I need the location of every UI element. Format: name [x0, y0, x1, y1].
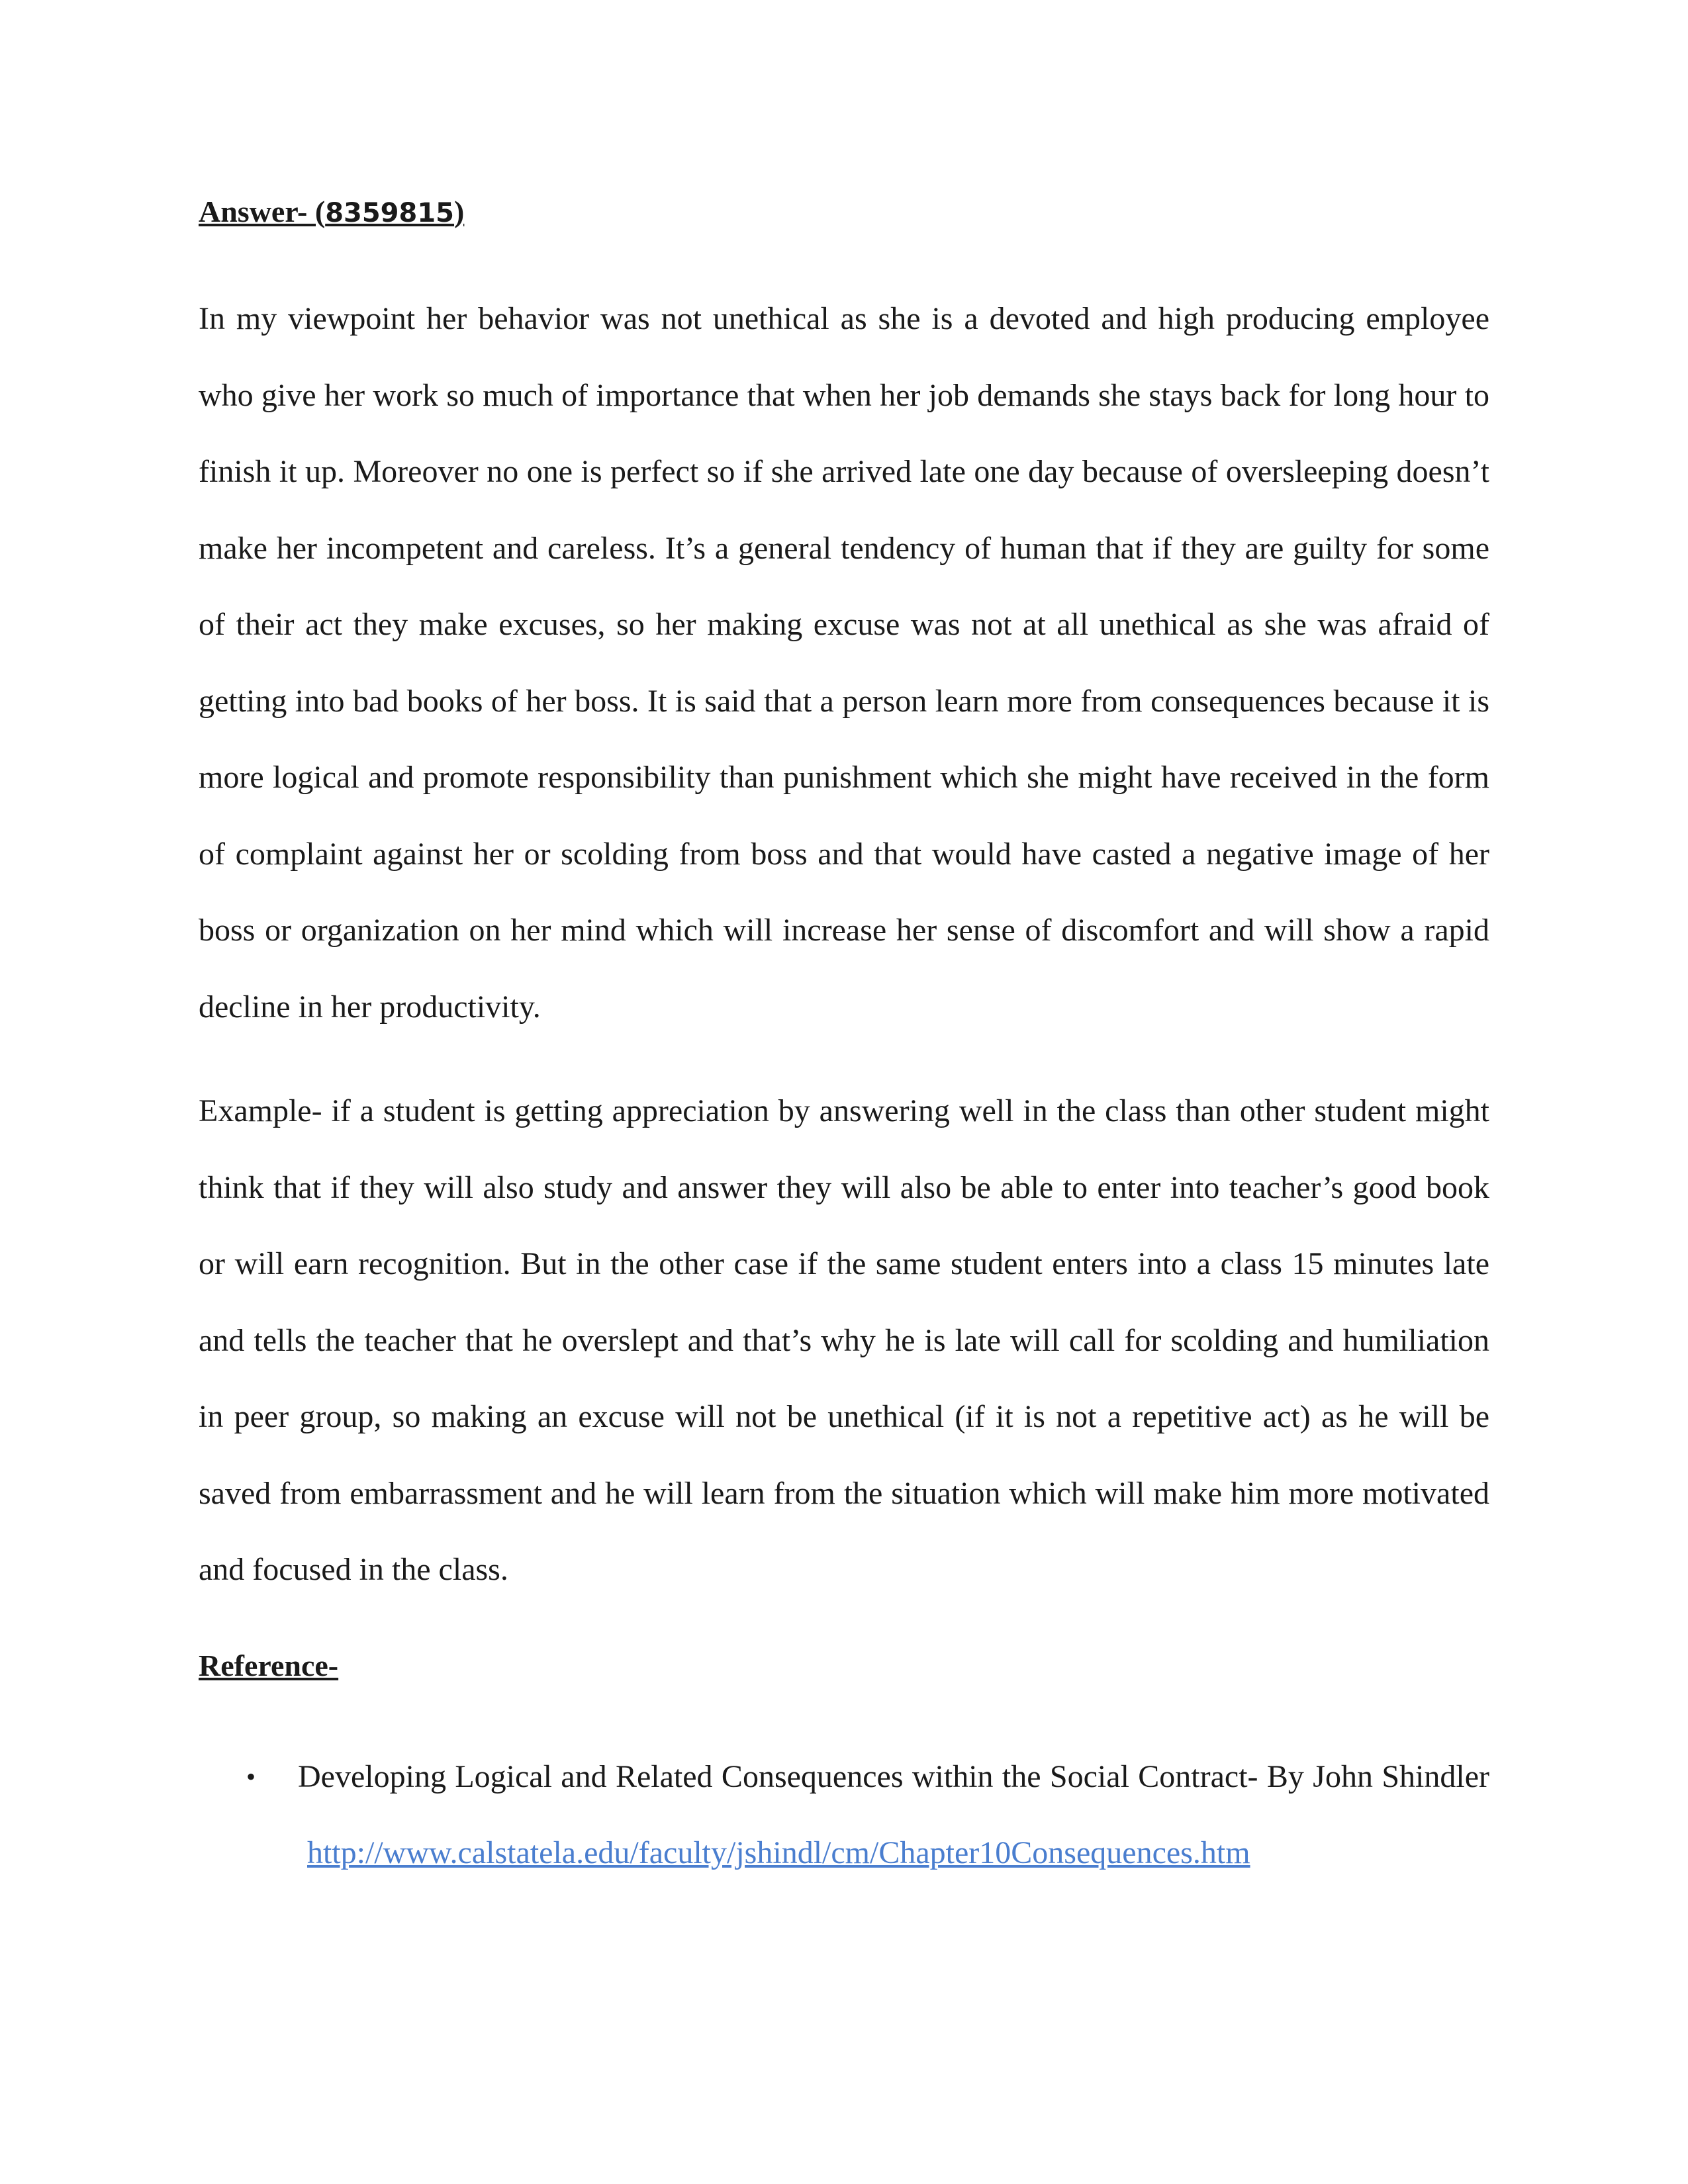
answer-heading-suffix: ): [454, 195, 465, 228]
document-page: [199, 192, 1489, 1891]
reference-item: [199, 1739, 1489, 1891]
answer-heading-prefix: Answer- (: [199, 195, 326, 228]
bullet-icon: •: [246, 1761, 256, 1792]
answer-number: 8359815: [325, 198, 455, 228]
reference-heading: Reference-: [199, 1648, 339, 1682]
answer-heading: [199, 192, 1489, 233]
reference-text: Developing Logical and Related Consequences within the Social Contract- By John Shindler: [298, 1758, 1489, 1794]
reference-list: [199, 1739, 1489, 1891]
reference-link[interactable]: http://www.calstatela.edu/faculty/jshindl/cm/Chapter10Consequences.htm: [307, 1835, 1250, 1870]
paragraph-example: Example- if a student is getting appreciation by answering well in the class than other student might think that if they will also study and answer they will also be able to enter into teacher’s good book or will earn recognition. But in the other case if the same student enters into a class 15 minutes late and tells the teacher that he overslept and that’s why he is late will call for scolding and humiliation in peer group, so making an excuse will not be unethical (if it is not a repetitive act) as he will be saved from embarrassment and he will learn from the situation which will make him more motivated and focused in the class.: [199, 1093, 1489, 1587]
paragraph-viewpoint: In my viewpoint her behavior was not unethical as she is a devoted and high producing employee who give her work so much of importance that when her job demands she stays back for long hour to finish it up. Moreover no one is perfect so if she arrived late one day because of oversleeping doesn’t make her incompetent and careless. It’s a general tendency of human that if they are guilty for some of their act they make excuses, so her making excuse was not at all unethical as she was afraid of getting into bad books of her boss. It is said that a person learn more from consequences because it is more logical and promote responsibility than punishment which she might have received in the form of complaint against her or scolding from boss and that would have casted a negative image of her boss or organization on her mind which will increase her sense of discomfort and will show a rapid decline in her productivity.: [199, 301, 1489, 1024]
